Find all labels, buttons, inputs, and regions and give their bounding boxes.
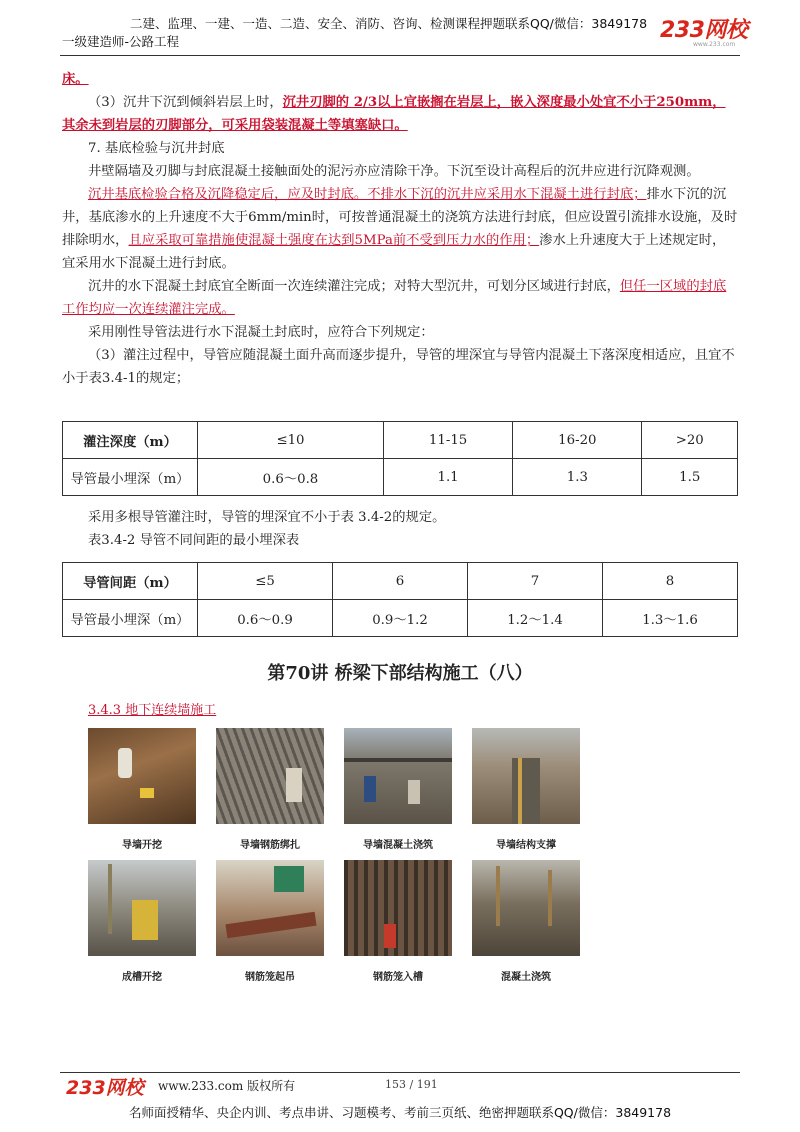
text-span: 渗水上升速度大于上述规定时，宜采用水下混凝土进行封底。	[62, 233, 726, 271]
text-span: 排水下沉的沉井，基底渗水的上升速度不大于6mm/min时，可按普通混凝土的浇筑方法进行封底，但应设置引流排水设施，及时排除明水，	[62, 187, 738, 248]
highlight-text: 且应采取可靠措施使混凝土强度在达到5MPa前不受到压力水的作用；	[128, 233, 540, 248]
photo-caption: 成槽开挖	[122, 972, 162, 983]
table-cell: 0.6～0.9	[198, 600, 333, 637]
brand-logo-url: www.233.com	[693, 41, 736, 48]
paragraph: 床。	[62, 72, 89, 87]
paragraph	[62, 275, 738, 321]
header-promo: 二建、监理、一建、一造、二造、安全、消防、咨询、检测课程押题联系QQ/微信：3849178	[130, 16, 648, 31]
paragraph: 井壁隔墙及刃脚与封底混凝土接触面处的泥污亦应清除干净。下沉至设计高程后的沉井应进行沉降观测。	[88, 164, 700, 179]
table-cell: 16-20	[513, 422, 642, 459]
photo-caption: 钢筋笼入槽	[373, 972, 423, 983]
photo-concrete-casting	[472, 860, 580, 956]
section-title: 3.4.3 地下连续墙施工	[88, 703, 217, 718]
body-text	[62, 68, 738, 390]
paragraph	[62, 183, 738, 275]
table-row	[63, 459, 738, 496]
lecture-title: 第70讲 桥梁下部结构施工（八）	[267, 663, 533, 684]
table-caption: 表3.4-2 导管不同间距的最小埋深表	[88, 533, 300, 548]
photo-caption: 导墙结构支撑	[496, 840, 556, 851]
table-pour-depth	[62, 421, 738, 496]
table-cell: 1.5	[642, 459, 738, 496]
photo-cage-into-trench	[344, 860, 452, 956]
footer-logo: 233网校	[66, 1077, 144, 1099]
table-cell: 导管最小埋深（m）	[63, 600, 198, 637]
table-cell: 0.9～1.2	[333, 600, 468, 637]
table-cell: ≤10	[198, 422, 384, 459]
photo-caption: 导墙开挖	[122, 840, 162, 851]
table-cell: 1.2～1.4	[468, 600, 603, 637]
text-span: 沉井的水下混凝土封底宜全断面一次连续灌注完成；对特大型沉井，可划分区域进行封底，	[88, 279, 620, 294]
photo-concrete-pour	[344, 728, 452, 824]
photo-trench-excavation	[88, 860, 196, 956]
table-cell: 6	[333, 563, 468, 600]
paragraph: （3）灌注过程中，导管应随混凝土面升高而逐步提升，导管的埋深宜与导管内混凝土下落深度相适应，且宜不小于表3.4-1的规定；	[62, 348, 735, 386]
table-cell: 导管最小埋深（m）	[63, 459, 198, 496]
table-cell: 11-15	[383, 422, 512, 459]
paragraph: 采用刚性导管法进行水下混凝土封底时，应符合下列规定：	[88, 325, 434, 340]
header-subject: 一级建造师-公路工程	[62, 34, 180, 49]
table-cell: 1.1	[383, 459, 512, 496]
table-cell: ≤5	[198, 563, 333, 600]
table-cell: 导管间距（m）	[63, 563, 198, 600]
brand-logo: 233网校	[660, 18, 748, 43]
table-pipe-spacing	[62, 562, 738, 637]
footer-copyright: www.233.com 版权所有	[158, 1079, 296, 1093]
table-cell: 1.3	[513, 459, 642, 496]
table-cell: 8	[603, 563, 738, 600]
paragraph: 7. 基底检验与沉井封底	[88, 141, 225, 156]
photo-guide-wall-support	[472, 728, 580, 824]
table-header-row	[63, 422, 738, 459]
paragraph: 采用多根导管灌注时，导管的埋深宜不小于表 3.4-2的规定。	[88, 510, 446, 525]
footer-promo: 名师面授精华、央企内训、考点串讲、习题模考、考前三页纸、绝密押题联系QQ/微信：3849178	[128, 1105, 672, 1120]
paragraph	[62, 91, 738, 137]
photo-caption: 导墙混凝土浇筑	[363, 840, 433, 851]
photo-rebar-binding	[216, 728, 324, 824]
table-cell: 1.3～1.6	[603, 600, 738, 637]
table-row	[63, 600, 738, 637]
photo-caption: 钢筋笼起吊	[245, 972, 295, 983]
photo-cage-lifting	[216, 860, 324, 956]
page-number: 153 / 191	[385, 1078, 438, 1091]
table-cell: 0.6～0.8	[198, 459, 384, 496]
table-cell: 7	[468, 563, 603, 600]
table-cell: >20	[642, 422, 738, 459]
text-span: （3）沉井下沉到倾斜岩层上时，	[88, 95, 283, 110]
photo-caption: 导墙钢筋绑扎	[240, 840, 300, 851]
highlight-text: 沉井刃脚的 2/3以上宜嵌搁在岩层上，嵌入深度最小处宜不小于250mm，其余未到岩层的刃脚部分，可采用袋装混凝土等填塞缺口。	[62, 95, 726, 133]
footer-divider	[60, 1072, 740, 1073]
photo-guide-wall-excavation	[88, 728, 196, 824]
body-text-2	[62, 506, 738, 552]
highlight-text: 但任一区域的封底工作均应一次连续灌注完成。	[62, 279, 727, 317]
photo-caption: 混凝土浇筑	[501, 972, 551, 983]
page-header	[0, 0, 800, 60]
highlight-text: 沉井基底检验合格及沉降稳定后，应及时封底。不排水下沉的沉井应采用水下混凝土进行封底；	[88, 187, 647, 202]
table-cell: 灌注深度（m）	[63, 422, 198, 459]
table-header-row	[63, 563, 738, 600]
header-divider	[60, 55, 740, 56]
